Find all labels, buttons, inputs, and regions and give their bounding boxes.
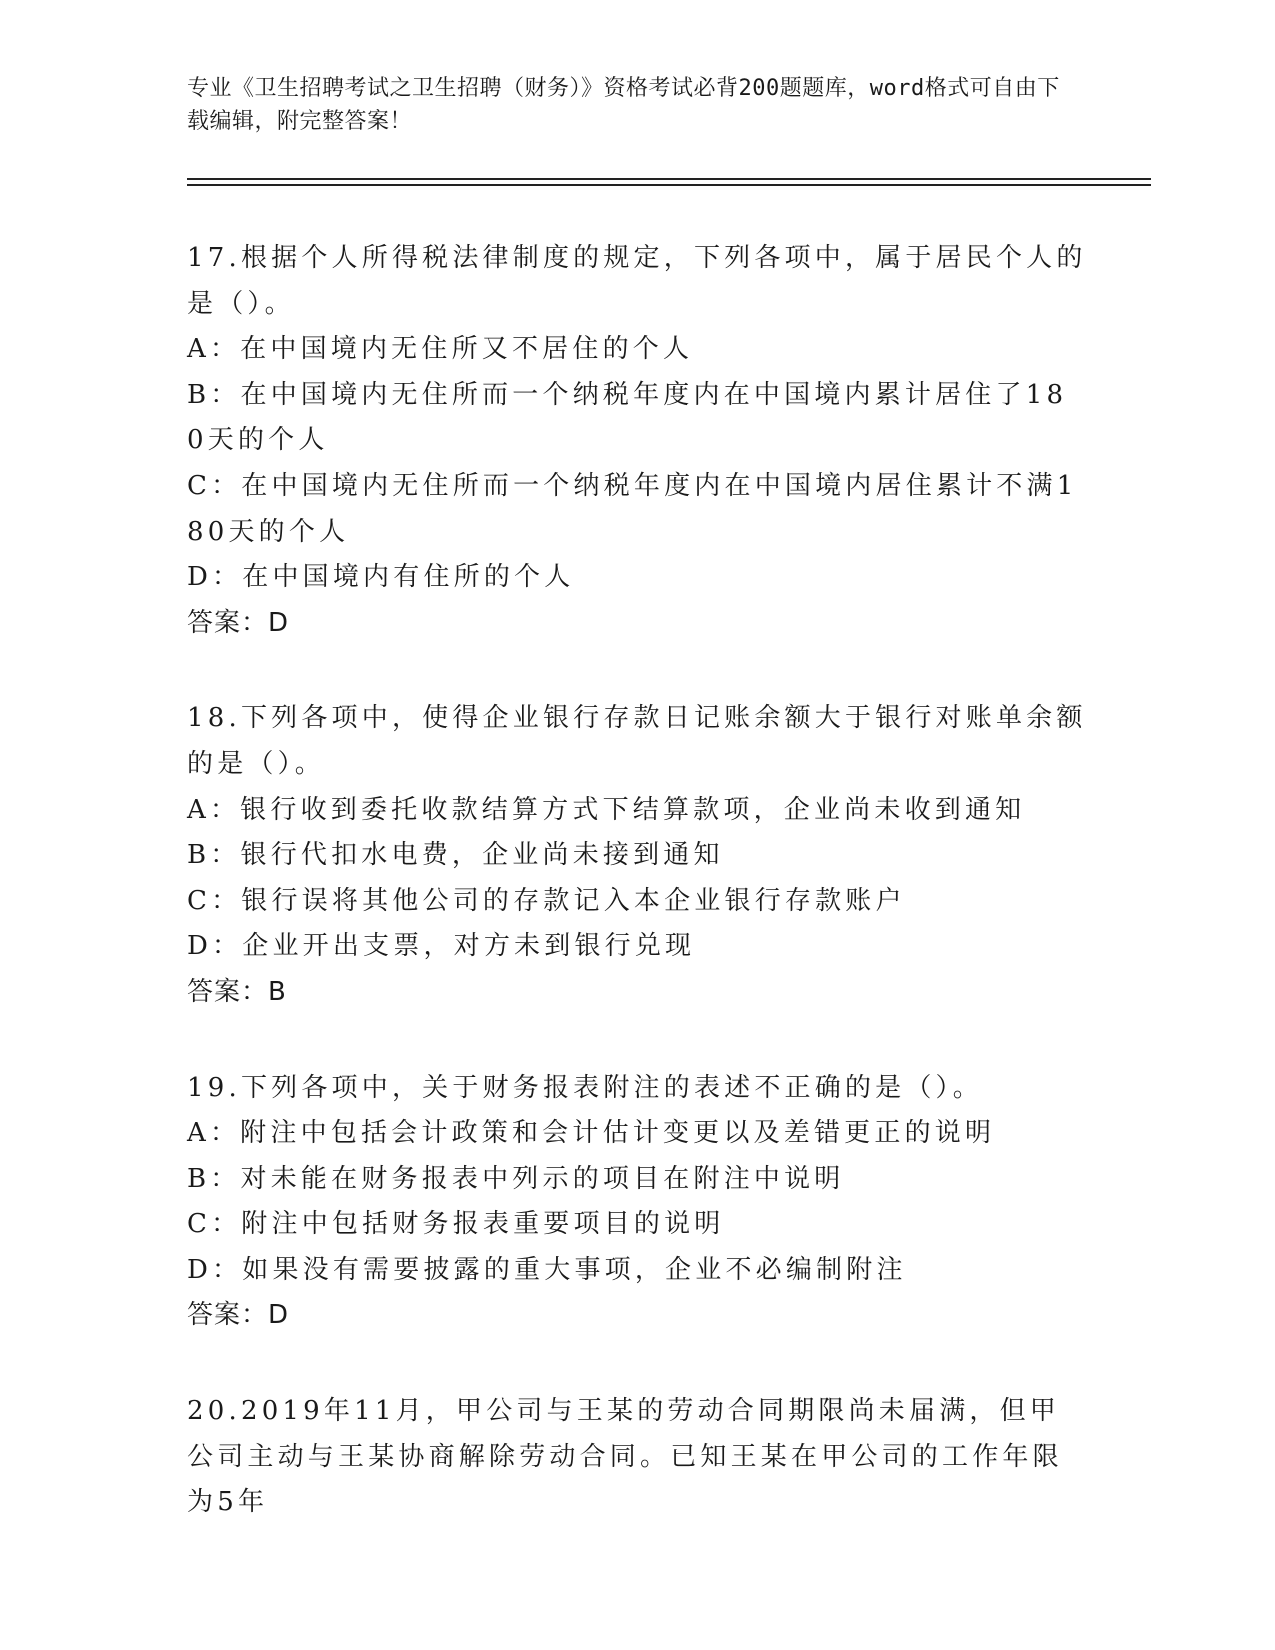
option-a: A：银行收到委托收款结算方式下结算款项，企业尚未收到通知: [187, 794, 1026, 825]
option-d: D：在中国境内有住所的个人: [187, 562, 575, 593]
question-19: [187, 1066, 1087, 1340]
question-17: [187, 236, 1087, 646]
header-divider-bottom: [187, 184, 1151, 186]
option-c: C：银行误将其他公司的存款记入本企业银行存款账户: [187, 885, 906, 916]
option-b: B：在中国境内无住所而一个纳税年度内在中国境内累计居住了180天的个人: [187, 379, 1068, 456]
question-stem: 17.根据个人所得税法律制度的规定，下列各项中，属于居民个人的是（）。: [187, 243, 1087, 319]
question-18: [187, 696, 1087, 1015]
question-20: [187, 1389, 1087, 1526]
option-a: A：附注中包括会计政策和会计估计变更以及差错更正的说明: [187, 1118, 996, 1149]
document-header: 专业《卫生招聘考试之卫生招聘（财务）》资格考试必背200题题库，word格式可自由下载编辑，附完整答案！: [187, 76, 1060, 134]
question-stem: 19.下列各项中，关于财务报表附注的表述不正确的是（）。: [187, 1072, 983, 1103]
option-a: A：在中国境内无住所又不居住的个人: [187, 334, 694, 365]
header-divider-top: [187, 178, 1151, 180]
option-c: C：在中国境内无住所而一个纳税年度内在中国境内居住累计不满180天的个人: [187, 470, 1078, 547]
option-d: D：如果没有需要披露的重大事项，企业不必编制附注: [187, 1254, 907, 1285]
question-list: [187, 236, 1087, 1576]
option-b: B：银行代扣水电费，企业尚未接到通知: [187, 840, 724, 871]
option-d: D：企业开出支票，对方未到银行兑现: [187, 931, 696, 962]
question-stem: 20.2019年11月，甲公司与王某的劳动合同期限尚未届满，但甲公司主动与王某协商解除劳动合同。已知王某在甲公司的工作年限为5年: [187, 1396, 1063, 1518]
question-stem: 18.下列各项中，使得企业银行存款日记账余额大于银行对账单余额的是（）。: [187, 703, 1087, 779]
answer: 答案：D: [187, 607, 290, 638]
option-c: C：附注中包括财务报表重要项目的说明: [187, 1209, 725, 1240]
answer: 答案：D: [187, 1300, 290, 1331]
option-b: B：对未能在财务报表中列示的项目在附注中说明: [187, 1163, 845, 1194]
answer: 答案：B: [187, 976, 287, 1007]
